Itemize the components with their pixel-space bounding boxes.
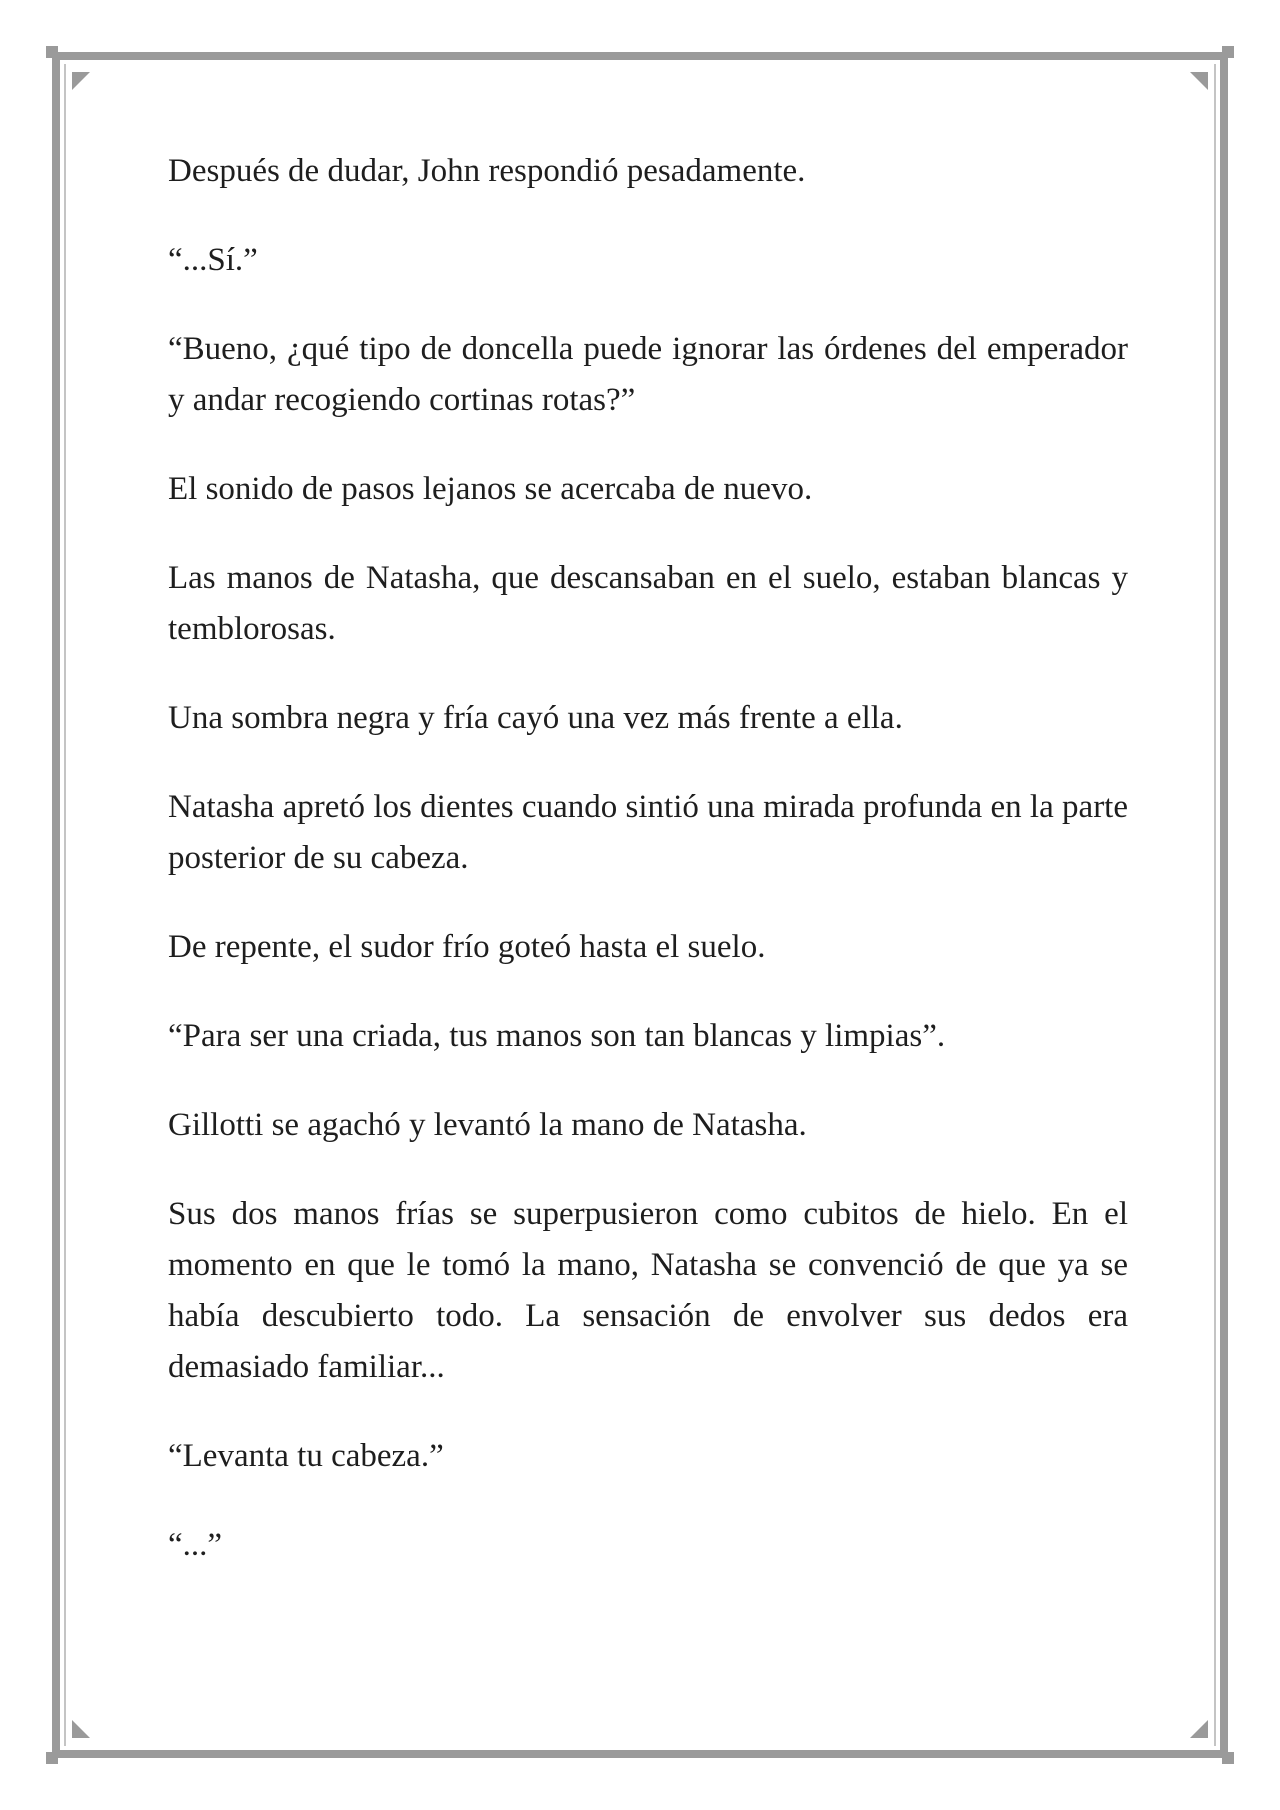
page-text <box>168 146 1128 1609</box>
paragraph: De repente, el sudor frío goteó hasta el suelo. <box>168 929 766 965</box>
paragraph: Natasha apretó los dientes cuando sintió una mirada profunda en la parte posterior de su cabeza. <box>168 789 1128 876</box>
paragraph: El sonido de pasos lejanos se acercaba de nuevo. <box>168 471 813 507</box>
paragraph: “Levanta tu cabeza.” <box>168 1438 444 1474</box>
paragraph: “...” <box>168 1527 223 1563</box>
paragraph: Sus dos manos frías se superpusieron como cubitos de hielo. En el momento en que le tomó la mano, Natasha se convenció de que ya se había descubierto todo. La sensación de envolver sus dedos era demasiado familiar... <box>168 1196 1128 1385</box>
paragraph: “Bueno, ¿qué tipo de doncella puede ignorar las órdenes del emperador y andar recogiendo cortinas rotas?” <box>168 331 1128 418</box>
corner-triangle-bottom-left <box>72 1720 90 1738</box>
paragraph: Después de dudar, John respondió pesadamente. <box>168 153 806 189</box>
paragraph: Las manos de Natasha, que descansaban en el suelo, estaban blancas y temblorosas. <box>168 560 1128 647</box>
paragraph: “...Sí.” <box>168 242 258 278</box>
paragraph: Gillotti se agachó y levantó la mano de Natasha. <box>168 1107 807 1143</box>
corner-triangle-bottom-right <box>1190 1720 1208 1738</box>
corner-ornament-bottom-left <box>46 1752 58 1764</box>
paragraph: Una sombra negra y fría cayó una vez más frente a ella. <box>168 700 903 736</box>
corner-ornament-top-right <box>1222 46 1234 58</box>
paragraph: “Para ser una criada, tus manos son tan blancas y limpias”. <box>168 1018 946 1054</box>
corner-ornament-bottom-right <box>1222 1752 1234 1764</box>
corner-triangle-top-left <box>72 72 90 90</box>
corner-triangle-top-right <box>1190 72 1208 90</box>
corner-ornament-top-left <box>46 46 58 58</box>
